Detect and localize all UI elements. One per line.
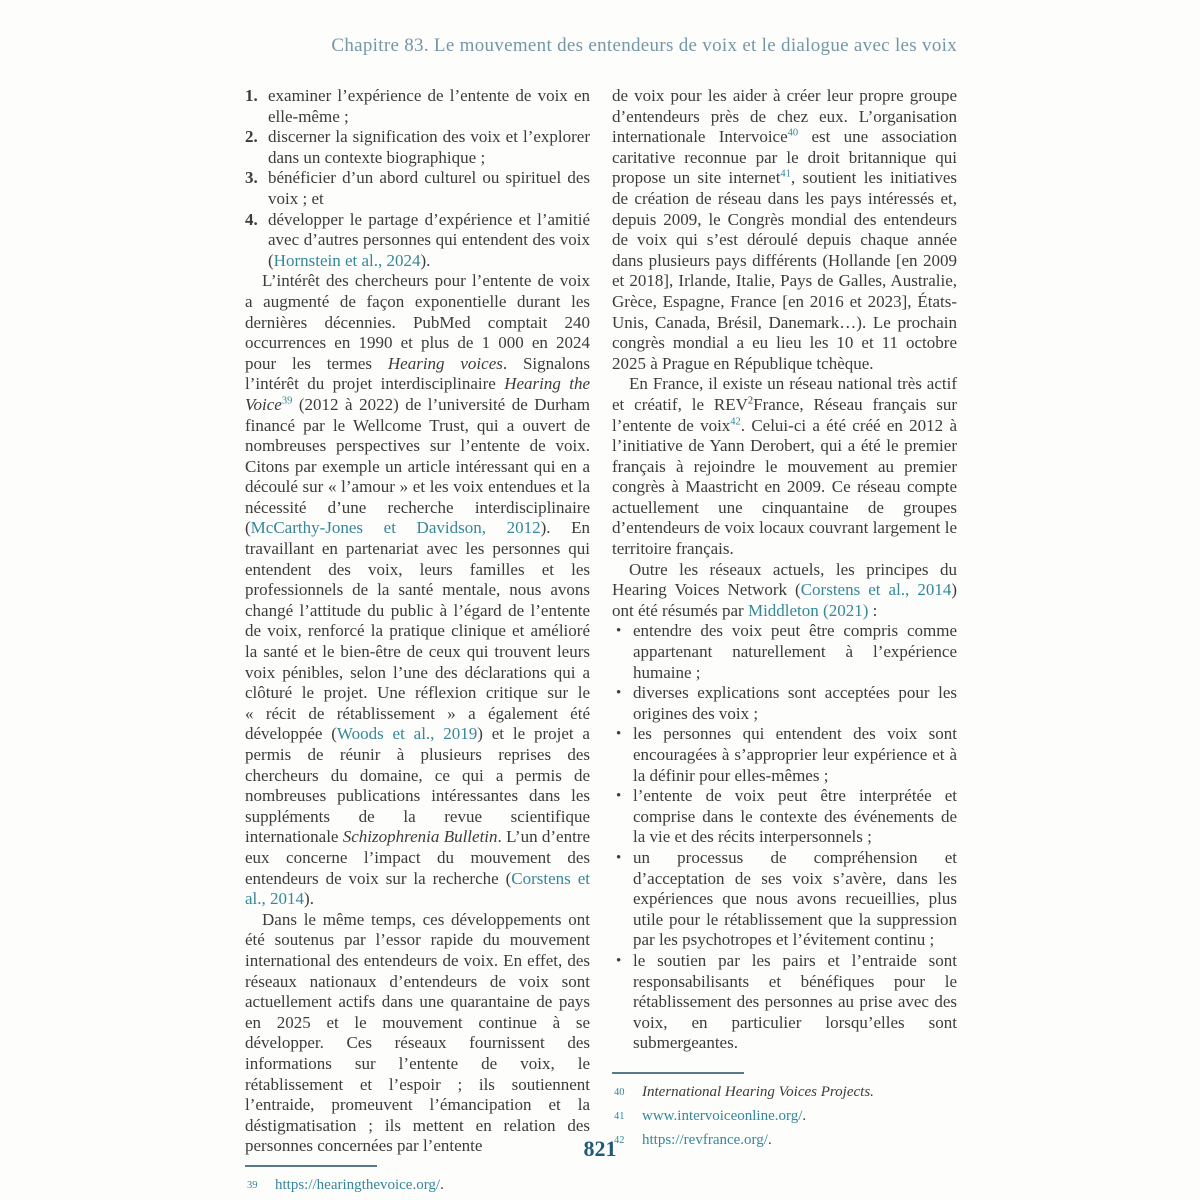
bullet-item — [612, 621, 957, 683]
text-run: (2012 à 2022) de l’université de Durham financé par le Wellcome Trust, qui a ouvert de nombreuses perspectives sur l’entente de voix. Citons par exemple un article intéressant qui en a découlé sur « l’amour » et les voix entendues et la nécessité d’une recherche interdisciplinaire ( — [245, 394, 590, 538]
citation-link[interactable]: Middleton (2021) — [747, 600, 869, 620]
numbered-list — [245, 86, 590, 271]
text-run: , soutient les initiatives de création de réseau dans les pays intéressés et, depuis 2009, le Congrès mondial des entendeurs de voix qui s’est déroulé depuis chaque année dans plusieurs pays différents (Hollande [en 2009 et 2018], Irlande, Italie, Pays de Galles, Australie, Grèce, Espagne, France [en 2016 et 2023], États-Unis, Canada, Brésil, Danemark…). Le prochain congrès mondial a eu lieu les 10 et 11 octobre 2025 à Prague en République tchèque. — [612, 168, 957, 373]
footnote-ref[interactable]: 41 — [780, 168, 791, 180]
citation-link[interactable]: Hornstein et al., 2024 — [273, 250, 421, 270]
paragraph — [612, 86, 957, 374]
item-number: 1. — [245, 86, 258, 105]
url-link[interactable]: www.intervoiceonline.org/ — [642, 1107, 803, 1124]
text-run: le soutien par les pairs et l’entraide sont responsabilisants et bénéfiques pour le rétablissement des personnes au prise avec des voix, en particulier lorsqu’elles sont submergeantes. — [633, 950, 957, 1053]
text-run: ). En travaillant en partenariat avec les personnes qui entendent des voix, leurs familles et les professionnels de la santé mentale, nous avons changé l’attitude du public à l’égard de l’entente de voix, renforcé la pratique clinique et amélioré la santé et le bien-être de ceux qui trouvent leurs voix pénibles, selon l’une des déclarations qui a clôturé le projet. Une réflexion critique sur le « récit de rétablissement » a également été développée ( — [245, 518, 590, 744]
page-number: 821 — [583, 1136, 617, 1161]
bullet-list — [612, 621, 957, 1053]
text-run: ) et le projet a permis de réunir à plusieurs reprises des chercheurs du domaine, ce qui a permis de nombreuses publications intéressantes dans les suppléments de la revue scientifique internationale — [245, 724, 590, 847]
footnote — [245, 1173, 590, 1197]
text-run: . — [767, 1131, 772, 1148]
bullet-item — [612, 951, 957, 1054]
text-run: diverses explications sont acceptées pour les origines des voix ; — [633, 683, 957, 723]
text-run: bénéficier d’un abord culturel ou spirituel des voix ; et — [268, 168, 590, 208]
text-run: . Celui-ci a été créé en 2012 à l’initiative de Yann Derobert, qui a été le premier français à rejoindre le mouvement au premier congrès à Maastricht en 2009. Ce réseau compte actuellement une cinquantaine de groupes d’entendeurs de voix locaux couvrant largement le territoire français. — [612, 415, 957, 559]
text-run: France, Réseau français sur l’entente de voix — [612, 394, 957, 435]
citation-link[interactable]: Corstens et al., 2014 — [800, 580, 952, 600]
text-run: ). — [420, 250, 431, 270]
paragraph — [245, 910, 590, 1157]
footnote-text — [642, 1108, 806, 1124]
footnote-text — [642, 1084, 874, 1100]
text-run: Outre les réseaux actuels, les principes du Hearing Voices Network ( — [612, 559, 957, 600]
citation-link[interactable]: McCarthy-Jones et Davidson, 2012 — [250, 518, 541, 538]
footnote-ref[interactable]: 40 — [787, 127, 799, 139]
footnote-marker: 41 — [614, 1110, 625, 1122]
url-link[interactable]: https://revfrance.org/ — [642, 1131, 768, 1148]
paragraph — [245, 271, 590, 909]
text-run: ). — [304, 889, 314, 909]
text-run: est une association caritative reconnue par le droit britannique qui propose un site internet — [612, 127, 957, 188]
italic-text: Schizophrenia Bulletin — [342, 827, 498, 847]
footnote-ref[interactable]: 42 — [730, 415, 741, 427]
page-content — [245, 86, 957, 1197]
text-run: l’entente de voix peut être interprétée et comprise dans le contexte des événements de la vie et des récits interpersonnels ; — [633, 786, 957, 847]
italic-text: Hearing voices — [387, 353, 503, 373]
numbered-item — [245, 86, 590, 127]
text-run: . L’un d’entre eux concerne l’impact du mouvement des entendeurs de voix sur la recherche ( — [245, 827, 590, 888]
numbered-item — [245, 210, 590, 272]
bullet-item — [612, 786, 957, 848]
item-text — [268, 127, 590, 167]
item-number: 2. — [245, 127, 258, 147]
footnote-marker: 40 — [614, 1086, 625, 1098]
bullet-item — [612, 724, 957, 786]
footnote-block — [245, 1165, 590, 1197]
text-run: L’intérêt des chercheurs pour l’entente de voix a augmenté de façon exponentielle durant les dernières décennies. PubMed comptait 240 occurrences en 1990 et plus de 1 000 en 2024 pour les termes — [245, 271, 590, 373]
citation-link[interactable]: Corstens et al., 2014 — [245, 868, 590, 909]
italic-text: Hearing the Voice — [245, 374, 591, 414]
paragraph — [612, 374, 957, 559]
text-run: examiner l’expérience de l’entente de voix en elle-même ; — [268, 86, 590, 126]
right-column — [612, 86, 957, 1197]
text-run: En France, il existe un réseau national très actif et créatif, le REV — [612, 374, 957, 414]
text-run: : — [868, 600, 878, 620]
item-number: 3. — [245, 168, 258, 188]
citation-link[interactable]: Woods et al., 2019 — [336, 724, 478, 744]
text-run: de voix pour les aider à créer leur propre groupe d’entendeurs près de chez eux. L’organisation internationale Intervoice — [612, 86, 957, 147]
text-run: . — [802, 1107, 807, 1124]
text-run: un processus de compréhension et d’acceptation de ses voix s’avère, dans les expériences que nous avons recueillies, plus utile pour le rétablissement que la suppression par les psychotropes et l’évitement continu ; — [633, 847, 957, 950]
paragraph — [612, 560, 957, 622]
item-text — [268, 86, 590, 126]
superscript: 2 — [747, 395, 754, 407]
text-run: . Signalons l’intérêt du projet interdisciplinaire — [245, 353, 591, 394]
footnote-marker: 39 — [247, 1179, 258, 1191]
left-column — [245, 86, 590, 1197]
text-run: développer le partage d’expérience et l’amitié avec d’autres personnes qui entendent des voix ( — [268, 209, 590, 270]
footnote-ref[interactable]: 39 — [281, 395, 293, 407]
footnote-rule — [245, 1165, 377, 1167]
running-head: Chapitre 83. Le mouvement des entendeurs de voix et le dialogue avec les voix — [331, 35, 957, 56]
url-link[interactable]: https://hearingthevoice.org/ — [275, 1176, 441, 1193]
footnote-marker: 42 — [614, 1134, 625, 1146]
item-number: 4. — [245, 209, 258, 229]
item-text — [268, 210, 590, 270]
bullet-item — [612, 683, 957, 724]
text-run: ) ont été résumés par — [612, 580, 957, 620]
text-run: Dans le même temps, ces développements ont été soutenus par l’essor rapide du mouvement international des entendeurs de voix. En effet, des réseaux nationaux d’entendeurs de voix sont actuellement actifs dans une quarantaine de pays en 2025 et le mouvement continue à se développer. Ces réseaux fournissent des informations sur l’entente de voix, le rétablissement et l’espoir ; ils soutiennent l’entraide, promeuvent l’émancipation et la déstigmatisation ; ils mettent en relation des personnes concernées par l’entente — [245, 909, 590, 1156]
item-text — [268, 168, 590, 208]
footnote — [612, 1080, 957, 1104]
text-run: entendre des voix peut être compris comme appartenant naturellement à l’expérience humaine ; — [633, 621, 957, 682]
italic-text: International Hearing Voices Projects. — [642, 1083, 874, 1100]
numbered-item — [245, 168, 590, 209]
bullet-item — [612, 848, 957, 951]
footnote — [612, 1104, 957, 1128]
text-run: les personnes qui entendent des voix sont encouragées à s’approprier leur expérience et à la définir pour elles-mêmes ; — [633, 724, 957, 785]
footnote-rule — [612, 1072, 744, 1074]
numbered-item — [245, 127, 590, 168]
text-run: discerner la signification des voix et l’explorer dans un contexte biographique ; — [268, 127, 590, 167]
footnote-text — [275, 1177, 444, 1193]
text-run: . — [440, 1176, 444, 1193]
